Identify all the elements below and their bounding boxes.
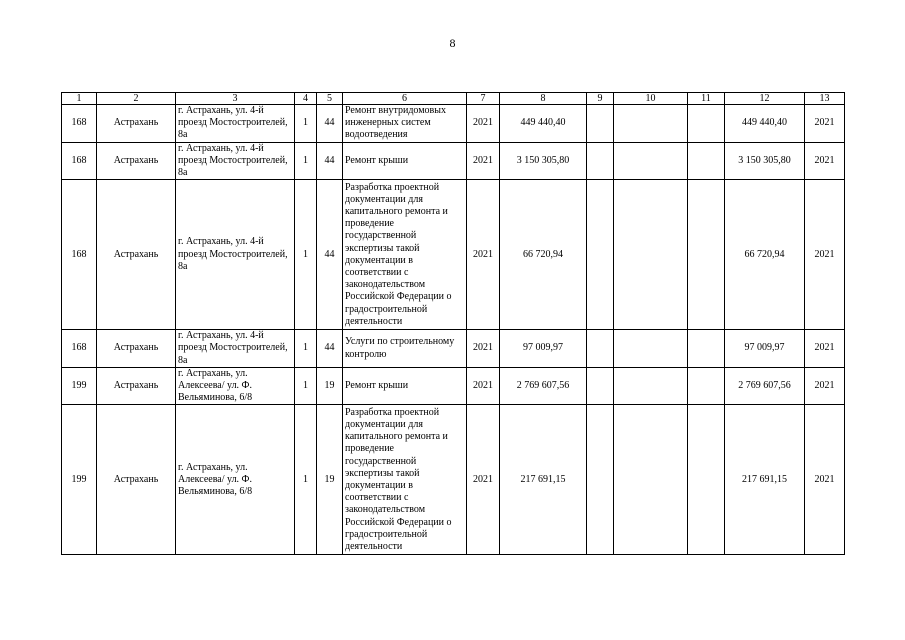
header-cell: 2 [97,93,176,105]
cell-col9 [587,330,614,368]
cell-col5: 44 [317,105,343,143]
cell-col9 [587,105,614,143]
cell-col11 [688,330,725,368]
cell-col11 [688,142,725,180]
cell-address: г. Астрахань, ул. Алексеева/ ул. Ф. Вельяминова, 6/8 [176,405,295,555]
cell-year-end: 2021 [805,330,845,368]
cell-col4: 1 [295,330,317,368]
cell-number: 199 [62,367,97,405]
cell-cost: 3 150 305,80 [500,142,587,180]
cell-work-type: Услуги по строительному контролю [343,330,467,368]
cell-col11 [688,105,725,143]
cell-col10 [614,105,688,143]
cell-total: 449 440,40 [725,105,805,143]
cell-year: 2021 [467,142,500,180]
cell-number: 168 [62,105,97,143]
cell-col4: 1 [295,142,317,180]
header-cell: 7 [467,93,500,105]
cell-col11 [688,367,725,405]
cell-year-end: 2021 [805,405,845,555]
header-cell: 6 [343,93,467,105]
table-row [62,142,845,180]
cell-number: 168 [62,180,97,330]
cell-cost: 97 009,97 [500,330,587,368]
cell-year: 2021 [467,405,500,555]
header-cell: 1 [62,93,97,105]
cell-col10 [614,330,688,368]
register-table [61,92,845,555]
cell-municipality: Астрахань [97,405,176,555]
header-cell: 3 [176,93,295,105]
cell-col4: 1 [295,367,317,405]
cell-municipality: Астрахань [97,367,176,405]
header-cell: 9 [587,93,614,105]
cell-cost: 2 769 607,56 [500,367,587,405]
cell-col9 [587,142,614,180]
cell-col11 [688,405,725,555]
cell-year-end: 2021 [805,105,845,143]
cell-total: 217 691,15 [725,405,805,555]
cell-col10 [614,405,688,555]
cell-col9 [587,180,614,330]
cell-col5: 19 [317,405,343,555]
cell-work-type: Разработка проектной документации для капитального ремонта и проведение государственной экспертизы такой документации в соответствии с законодательством Российской Федерации о градостроительной деятельности [343,405,467,555]
table-row [62,180,845,330]
cell-col9 [587,367,614,405]
page-number: 8 [449,36,456,50]
cell-address: г. Астрахань, ул. 4-й проезд Мостостроителей, 8а [176,330,295,368]
cell-col5: 44 [317,180,343,330]
cell-address: г. Астрахань, ул. 4-й проезд Мостостроителей, 8а [176,180,295,330]
header-cell: 12 [725,93,805,105]
cell-total: 2 769 607,56 [725,367,805,405]
cell-col4: 1 [295,180,317,330]
cell-number: 199 [62,405,97,555]
cell-year: 2021 [467,180,500,330]
cell-year: 2021 [467,330,500,368]
cell-col10 [614,180,688,330]
cell-col4: 1 [295,405,317,555]
cell-cost: 66 720,94 [500,180,587,330]
cell-col5: 44 [317,142,343,180]
table-row [62,330,845,368]
cell-year: 2021 [467,105,500,143]
cell-col4: 1 [295,105,317,143]
cell-number: 168 [62,142,97,180]
cell-col5: 19 [317,367,343,405]
cell-municipality: Астрахань [97,105,176,143]
cell-work-type: Ремонт крыши [343,367,467,405]
header-cell: 10 [614,93,688,105]
cell-col10 [614,142,688,180]
table-row [62,105,845,143]
header-cell: 8 [500,93,587,105]
cell-municipality: Астрахань [97,180,176,330]
cell-address: г. Астрахань, ул. 4-й проезд Мостостроителей, 8а [176,142,295,180]
cell-col11 [688,180,725,330]
cell-year-end: 2021 [805,142,845,180]
cell-municipality: Астрахань [97,330,176,368]
cell-col5: 44 [317,330,343,368]
cell-col9 [587,405,614,555]
cell-year-end: 2021 [805,180,845,330]
cell-work-type: Ремонт крыши [343,142,467,180]
cell-number: 168 [62,330,97,368]
cell-work-type: Ремонт внутридомовых инженерных систем водоотведения [343,105,467,143]
header-cell: 11 [688,93,725,105]
cell-work-type: Разработка проектной документации для капитального ремонта и проведение государственной экспертизы такой документации в соответствии с законодательством Российской Федерации о градостроительной деятельности [343,180,467,330]
cell-address: г. Астрахань, ул. Алексеева/ ул. Ф. Вельяминова, 6/8 [176,367,295,405]
header-cell: 13 [805,93,845,105]
cell-year: 2021 [467,367,500,405]
header-cell: 5 [317,93,343,105]
table-header-row [62,93,845,105]
cell-total: 97 009,97 [725,330,805,368]
table-row [62,405,845,555]
cell-total: 3 150 305,80 [725,142,805,180]
cell-municipality: Астрахань [97,142,176,180]
cell-cost: 449 440,40 [500,105,587,143]
cell-total: 66 720,94 [725,180,805,330]
header-cell: 4 [295,93,317,105]
cell-col10 [614,367,688,405]
cell-address: г. Астрахань, ул. 4-й проезд Мостостроителей, 8а [176,105,295,143]
cell-cost: 217 691,15 [500,405,587,555]
table-row [62,367,845,405]
cell-year-end: 2021 [805,367,845,405]
